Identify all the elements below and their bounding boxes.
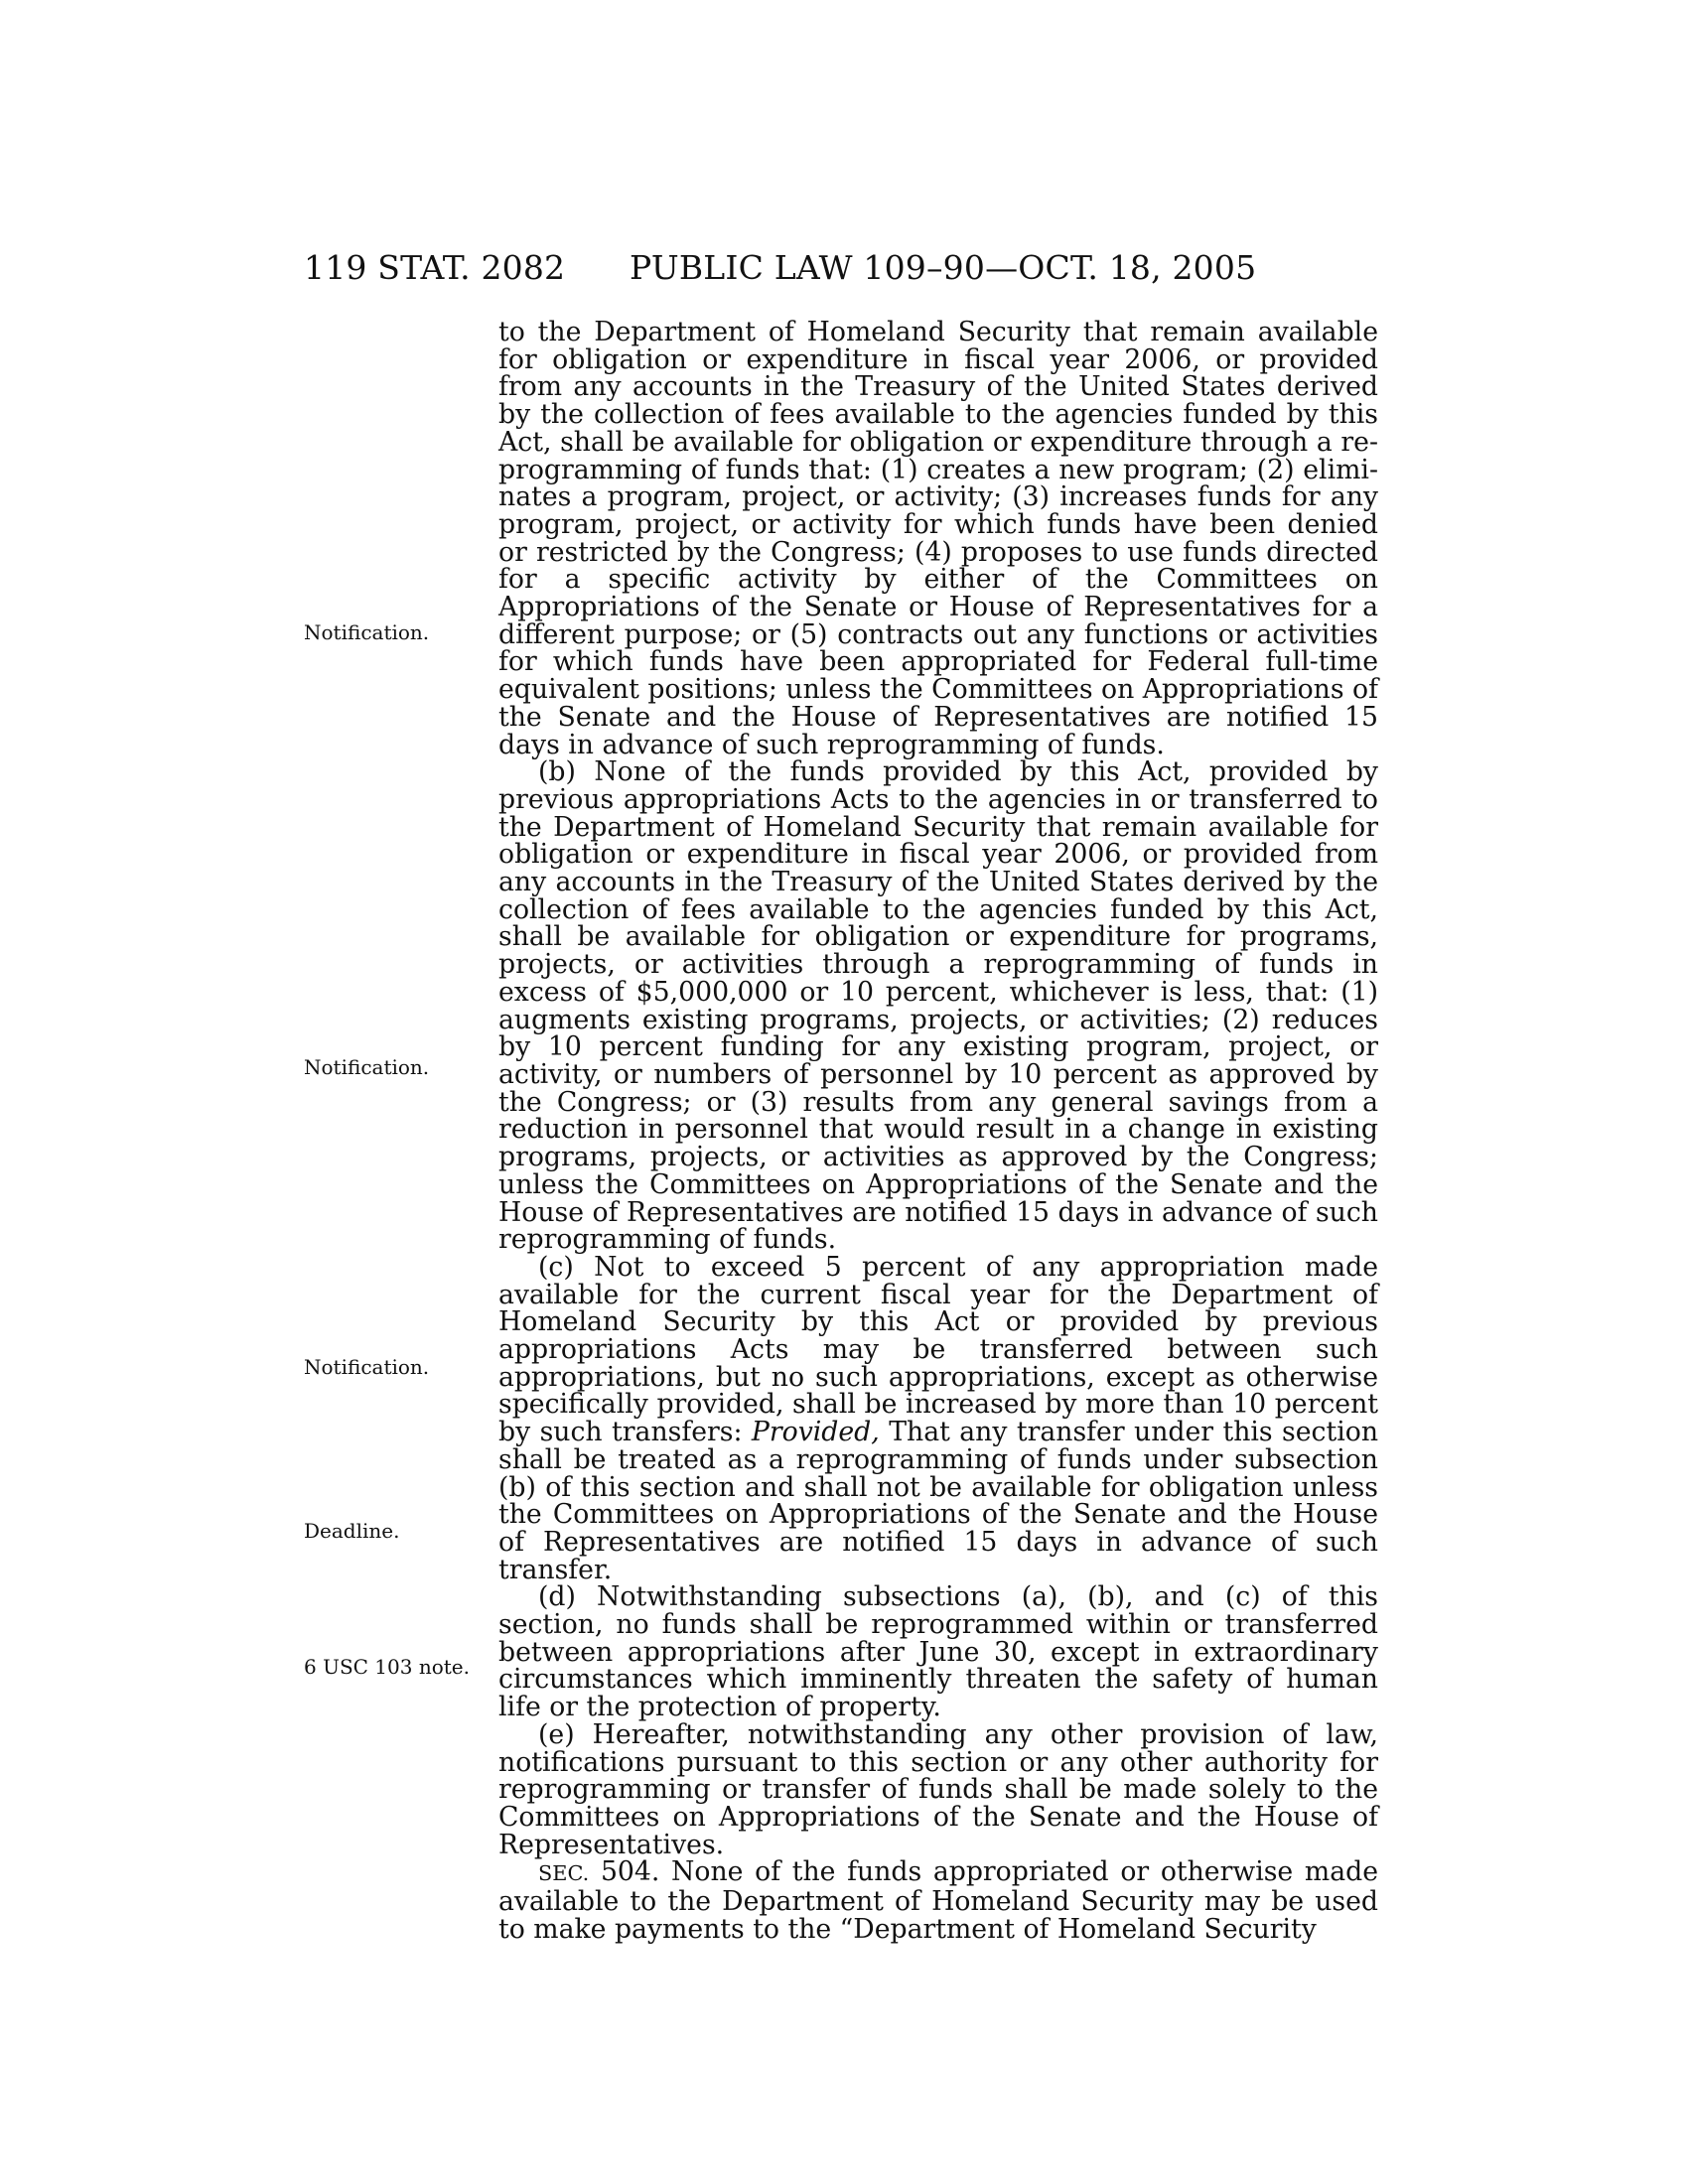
- margin-note-notification-2: Notification.: [304, 1055, 430, 1079]
- proviso-italic: Provided,: [751, 1417, 880, 1448]
- paragraph-subsection-d: (d) Notwithstanding subsections (a), (b), and (c) of this section, no funds shall be reprogrammed within or transferred between appropriations after June 30, except in extraordinary circumstances which imminently threaten the safety of human life or the protection of property.: [498, 1581, 1378, 1723]
- paragraph-subsection-e: (e) Hereafter, notwithstanding any other provision of law, notifications pursuant to this section or any other authority for reprogramming or transfer of funds shall be made solely to the Committees on Appropriations of the Senate and the House of Representatives.: [498, 1718, 1378, 1860]
- paragraph-subsection-c: [498, 1251, 1379, 1585]
- subsection-c-text-after: That any transfer under this section shall be treated as a reprogramming of funds under subsection (b) of this section and shall not be available for obligation unless the Committees on Appropriations of the Senate and the House of Representatives are notified 15 days in advance of such transfer.: [498, 1417, 1379, 1585]
- paragraph-subsection-b: (b) None of the funds provided by this Act, provided by previous appropriations Acts to the agencies in or transferred to the Department of Homeland Security that remain available for obligation or expenditure in fiscal year 2006, or provided from any accounts in the Treasury of the United States derived by the collection of fees available to the agencies funded by this Act, shall be available for obligation or expenditure for programs, projects, or activities through a reprogramming of funds in excess of $5,000,000 or 10 percent, whichever is less, that: (1) augments existing programs, projects, or activities; (2) reduces by 10 percent funding for any existing program, project, or activity, or numbers of personnel by 10 percent as approved by the Congress; or (3) results from any general savings from a reduction in personnel that would result in a change in existing programs, projects, or activities as approved by the Congress; unless the Committees on Appropriations of the Senate and the House of Representatives are notified 15 days in advance of such reprogramming of funds.: [498, 756, 1378, 1256]
- paragraph-section-504: [498, 1858, 1378, 1943]
- section-504-text: 504. None of the funds appropriated or otherwise made available to the Department of Homeland Security may be used to make payments to the “Department of Homeland Security: [498, 1856, 1379, 1945]
- subsection-c-text-before: (c) Not to exceed 5 percent of any appropriation made available for the current fiscal year for the Department of Homeland Security by this Act or provided by previous appropriations Acts may be transferred between such appropriations, but no such appropriations, except as otherwise specifically provided, shall be increased by more than 10 percent by such transfers:: [498, 1251, 1378, 1448]
- margin-note-usc-reference: 6 USC 103 note.: [304, 1655, 470, 1679]
- stat-page-reference: 119 STAT. 2082: [304, 248, 566, 287]
- margin-note-deadline: Deadline.: [304, 1519, 400, 1543]
- statute-body-text: [498, 319, 1378, 1943]
- section-label: SEC.: [538, 1861, 590, 1886]
- paragraph-continuation: to the Department of Homeland Security that remain available for obligation or expenditure in fiscal year 2006, or provided from any accounts in the Treasury of the United States derived by the collection of fees available to the agencies funded by this Act, shall be available for obligation or expenditure through a reprogramming of funds that: (1) creates a new program; (2) eliminates a program, project, or activity; (3) increases funds for any program, project, or activity for which funds have been denied or restricted by the Congress; (4) proposes to use funds directed for a specific activity by either of the Committees on Appropriations of the Senate or House of Representatives for a different purpose; or (5) contracts out any functions or activities for which funds have been appropriated for Federal full-time equivalent positions; unless the Committees on Appropriations of the Senate and the House of Representatives are notified 15 days in advance of such reprogramming of funds.: [498, 317, 1378, 760]
- law-header-title: PUBLIC LAW 109–90—OCT. 18, 2005: [630, 248, 1257, 287]
- margin-note-notification-3: Notification.: [304, 1355, 430, 1379]
- margin-note-notification-1: Notification.: [304, 620, 430, 644]
